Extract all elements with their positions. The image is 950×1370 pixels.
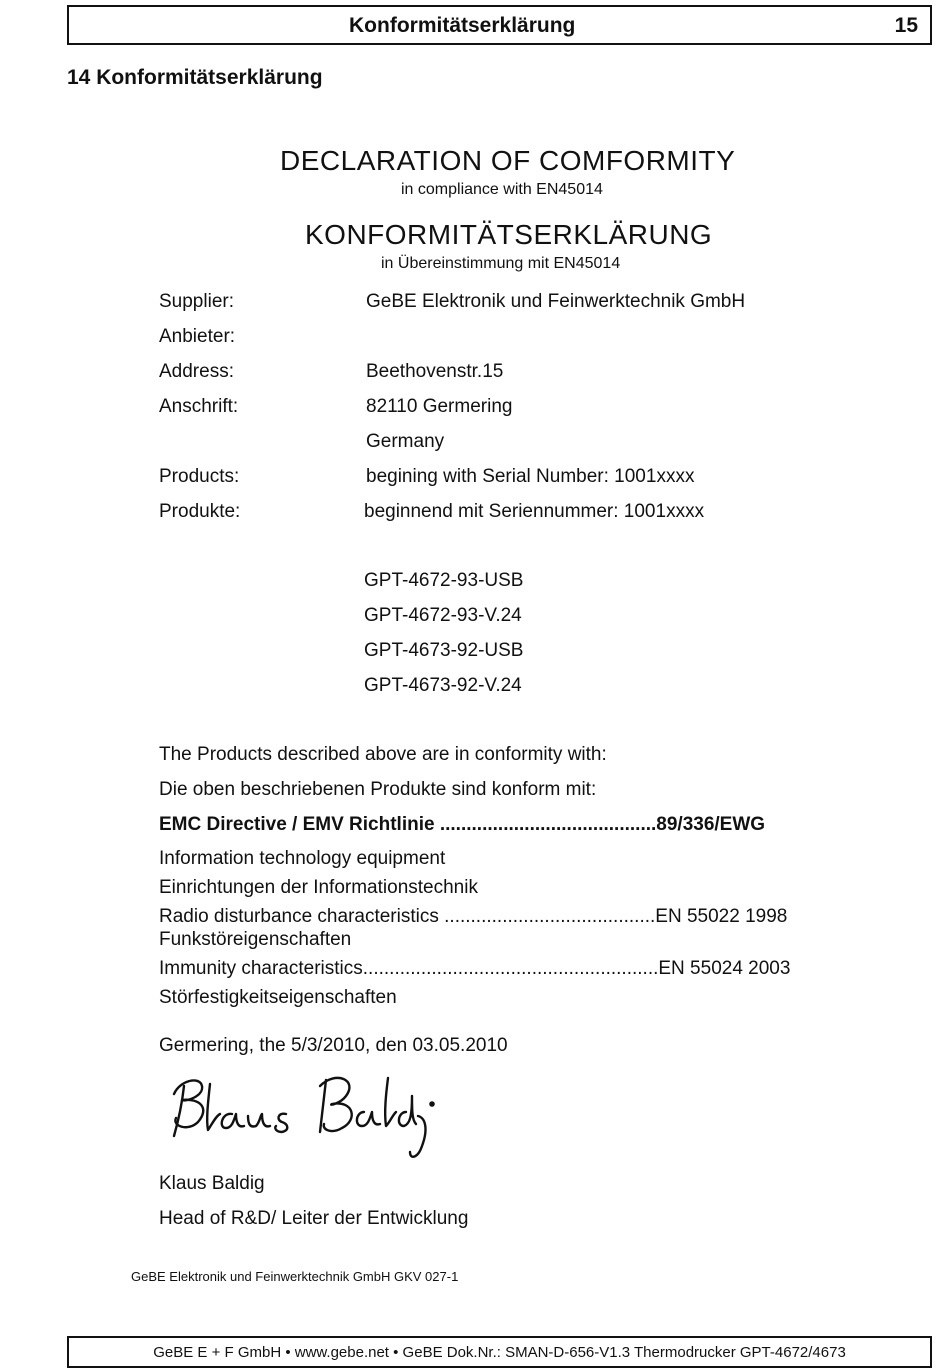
produkte-label: Produkte:	[159, 501, 241, 522]
header-title: Konformitätserklärung	[349, 14, 576, 37]
model-item: GPT-4672-93-USB	[364, 570, 524, 591]
declaration-title-en: DECLARATION OF COMFORMITY	[280, 145, 736, 176]
address-line-2: 82110 Germering	[366, 396, 513, 417]
model-item: GPT-4673-92-USB	[364, 640, 524, 661]
radio-disturbance-de: Funkstöreigenschaften	[159, 929, 352, 950]
it-equipment-de: Einrichtungen der Informationstechnik	[159, 877, 478, 898]
model-item: GPT-4672-93-V.24	[364, 605, 522, 626]
address-line-1: Beethovenstr.15	[366, 361, 504, 382]
supplier-label: Supplier:	[159, 291, 234, 312]
anbieter-label: Anbieter:	[159, 326, 236, 347]
declaration-title-de: KONFORMITÄTSERKLÄRUNG	[305, 219, 713, 250]
emc-directive-line: EMC Directive / EMV Richtlinie .........................................89/336/EWG	[159, 814, 766, 835]
immunity-de: Störfestigkeitseigenschaften	[159, 987, 397, 1008]
anschrift-label: Anschrift:	[159, 396, 239, 417]
address-line-3: Germany	[366, 431, 445, 452]
it-equipment-en: Information technology equipment	[159, 848, 446, 869]
address-label: Address:	[159, 361, 234, 382]
radio-disturbance-line: Radio disturbance characteristics ........................................EN 55022 1998	[159, 906, 788, 927]
conformity-intro-en: The Products described above are in conformity with:	[159, 744, 607, 765]
immunity-line: Immunity characteristics........................................................EN 55024 2003	[159, 958, 791, 979]
declaration-subtitle-de: in Übereinstimmung mit EN45014	[381, 255, 621, 272]
declaration-subtitle-en: in compliance with EN45014	[401, 181, 603, 198]
company-reference: GeBE Elektronik und Feinwerktechnik GmbH GKV 027-1	[131, 1269, 459, 1284]
page-header	[67, 5, 932, 45]
supplier-value: GeBE Elektronik und Feinwerktechnik GmbH	[366, 291, 746, 312]
products-value: begining with Serial Number: 1001xxxx	[366, 466, 695, 487]
place-date: Germering, the 5/3/2010, den 03.05.2010	[159, 1035, 508, 1056]
section-heading: 14 Konformitätserklärung	[67, 66, 323, 89]
page-footer	[67, 1336, 932, 1368]
model-item: GPT-4673-92-V.24	[364, 675, 522, 696]
produkte-value: beginnend mit Seriennummer: 1001xxxx	[364, 501, 705, 522]
signature-image	[160, 1066, 450, 1166]
page-number: 15	[894, 14, 918, 37]
footer-text: GeBE E + F GmbH • www.gebe.net • GeBE Dok.Nr.: SMAN-D-656-V1.3 Thermodrucker GPT-4672/4673	[153, 1344, 846, 1361]
conformity-intro-de: Die oben beschriebenen Produkte sind konform mit:	[159, 779, 597, 800]
signatory-role: Head of R&D/ Leiter der Entwicklung	[159, 1208, 469, 1229]
signatory-name: Klaus Baldig	[159, 1173, 265, 1194]
products-label: Products:	[159, 466, 240, 487]
